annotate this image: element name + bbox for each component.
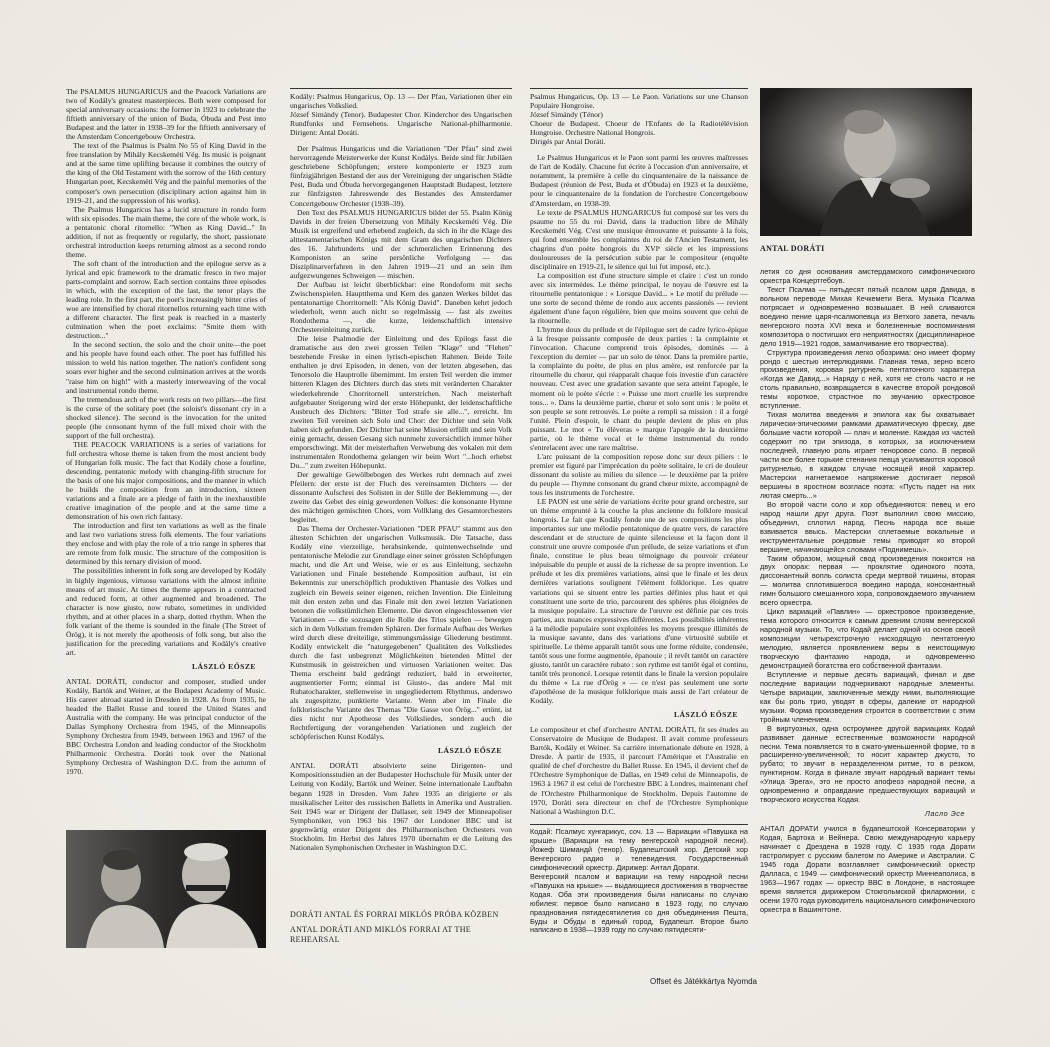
french-paragraph: Le Psalmus Hungaricus et le Paon sont parmi les œuvres maîtresses de l'art de Kodály. Chacune fut écrite à l'occasion d'un anniversaire, et notamment, la première à celle du cinquantenaire de la naissance de Budapest (réunion de Pest, Buda et d'Óbuda) en 1923 et la deuxième, pour le cinquantenaire de la fondation de l'orchestre Concertgebouw d'Amsterdam, en 1938-39.: [530, 153, 748, 208]
german-top-rule: [290, 88, 512, 89]
english-notes-column: [66, 87, 266, 802]
english-paragraph: The PSALMUS HUNGARICUS and the Peacock Variations are two of Kodály's greatest masterpieces. Both were composed for special anniversary occasions: the former in 1923 to celebrate the fiftieth anniversary of the union of Buda, Óbuda and Pest into Budapest and the latter in 1938–39 for the fiftieth anniversary of the Amsterdam Concertgebouw Orchestra.: [66, 87, 266, 142]
french-signature: LÁSZLÓ EŐSZE: [673, 710, 738, 720]
dorati-portrait-photo: [760, 88, 972, 236]
english-paragraph: The Psalmus Hungaricus has a lucid structure in rondo form with six episodes. The main theme, the core of the whole work, is a pentatonic choral ritornello: "When as King David..." In addition, if not as frequently or regularly, the short, passionate orchestral introduction keeps returning almost as a second rondo theme.: [66, 204, 266, 259]
russian-paragraph: Текст Псалма — пятьдесят пятый псалом царя Давида, в вольном переводе Михая Кечкемети Вега. Музыка Псалма потрясает и одновременно возвышает. В ней сливаются воедино пение царя-псалмопевца из Ветхого завета, печаль венгерского поэта XVI века и болезненные воспоминания композитора о постигших его неприятностях (дисциплинарное дело 1919—1921 годов, замалчивание его творчества).: [760, 284, 975, 348]
german-paragraph: Der Psalmus Hungaricus und die Variationen "Der Pfau" sind zwei hervorragende Meisterwerke der Kunst Kodálys. Beide sind für Jubiläen geschriebene Schöpfungen; erstere komponierte er 1923 zum fünfzigjährigen Bestand der aus der Vereinigung der ungarischen Städte Pest, Buda und Óbuda hervorgegangenen Hauptstadt Budapest, letztere zur fünfzigsten Jahreswende des Bestandes des Amsterdamer Concertgebouw Orchester (1938–39).: [290, 144, 512, 208]
german-paragraph: Das Thema der Orchester-Variationen "DER PFAU" stammt aus den ältesten Schichten der ungarischen Volksmusik. Die Tatsache, dass Kodály eine vierzeilige, herabsinkende, quintenwechselnde und pentatonische Melodie zur Grundlage einer seiner grössten Schöpfungen macht, und die Art und Weise, wie er es aus Einleitung, sechzehn Variationen und Finale bestehende Komposition aufbaut, ist ein Bekenntnis zur unerschöpflich produktiven Phantasie des Volkes und zugleich ein Beweis seiner eigenen, reichen Invention. Die Einleitung mit den ersten zehn und das Finale mit den zwei letzten Variationen betonen die volkstümlichen Elemente. Die davon eingeschlossenen vier Variationen — die sozusagen die Rolle des Trios spielen — bewegen sich in dem Volkstum fremden Sphären. Der formale Aufbau des Werkes wird durch diese dreiteilige, stimmungsmässige Gliederung bestimmt. Kodály entwickelt die "naturgegebenen" Qualitäten des Volksliedes durch die fast unbegrenzt Möglichkeiten bietenden Mittel der Kunstmusik in geistreichen und virtuosen Variationen weiter. Das Thema erscheint bald gedrängt reduziert, bald in erweiterter, augmentierter Form; einmal ist Giusto-, das andere Mal mit Rubatocharakter, stellenweise in ungegliedertem Rhythmus, anderswo als zugespitzte, punktierte Variante. Wenn aber im Finale die folkloristische Variante des Themas "Die Gasse von Örög..." ertönt, ist dies nicht nur Apotheose des Volksliedes, sondern auch die Rechtfertigung der vorangehenden Variationen und zugleich der schöpferischen Kunst Kodálys.: [290, 524, 512, 742]
russian-credit-paragraph: Кодай: Псалмус хунгарикус, соч. 13 — Вариации «Павушка на крыше» (Вариации на тему венгерской народной песни). Йожеф Шимандй (тенор). Будапештский хор. Детский хор Венгерского радио и телевидения. Государственный симфонический оркестр. Дирижер: Антал Дорати.: [530, 827, 748, 872]
russian-paragraph: Таким образом, мощный свод произведения покоится на двух опорах: первая — проклятие одинокого поэта, диссонантный вопль солиста среди мертвой тишины, вторая — молитва сплотившегося воедино народа, консонантный гимн большого смешанного хора, сопровождаемого звучанием всего оркестра.: [760, 553, 975, 608]
german-paragraph: Der Aufbau ist leicht überblickbar: eine Rondoform mit sechs Zwischenspielen. Hauptthema und Kern des ganzen Werkes bildet das pentatonartige Chorritornell: "Als König David". Daneben kehrt jedoch wiederholt, wenn auch nicht so regelmässig — fast als zweites Rondothema —, die kurze, leidenschaftlich intensive Orchestereinleitung zurück.: [290, 279, 512, 335]
russian-credits-column: [530, 828, 748, 943]
russian-conductor-bio: АНТАЛ ДОРАТИ учился в будапештской Консерватории у Кодая, Бартока и Вейнера. Свою международную карьеру начинает с Дрездена в 1928 году. С 1935 года Дорати гастролирует с русским балетом по Америке и Австралии. С 1945 года Дорати возглавляет симфонический оркестр Далласа, с 1949 — симфонический оркестр Миннеаполиса, в 1963—1967 годах — оркестр ВВС в Лондоне, в настоящее время является дирижером Стокгольмской филармонии, с осени 1970 года руководитель национального симфонического оркестра в Вашингтоне.: [760, 824, 975, 914]
english-signature: LÁSZLÓ EŐSZE: [191, 661, 256, 671]
russian-paragraph: Вступление и первые десять вариаций, финал и две последние вариации подчеркивают народные элементы. Четыре вариации, заключенные между ними, выполняющие как бы роль трио, уводят в сферы, далекие от народной музыки. Форма произведения строится в соответствии с этим тройным членением.: [760, 669, 975, 724]
french-credit-line: Choeur de Budapest. Choeur de l'Enfants de la Radiotélévision Hongroise. Orchestre National Hongrois.: [530, 119, 748, 138]
russian-paragraph: летия со дня основания амстердамского симфонического оркестра Концертгебоув.: [760, 267, 975, 285]
french-paragraph: Le texte de PSALMUS HUNGARICUS fut composé sur les vers du psaume no 55 du roi David, dans la traduction libre de Mihály Kecskeméti Vég. C'est une musique émouvante et puissante à la fois, qui fond ensemble les complaintes du roi de l'Ancien Testament, les chagrins d'un poète hongrois du XVIᵉ siècle et les impressions douloureuses de la persécution subie par le compositeur (enquête disciplinaire en 1919-21, le silence qui lui fut imposé, etc.).: [530, 207, 748, 271]
german-paragraph: Den Text des PSALMUS HUNGARICUS bildet der 55. Psalm König Davids in der freien Übersetzung von Mihály Kecskeméti Vég. Die Musik ist ergreifend und erhebend zugleich, da sich in ihr die Klage des alttestamentarischen Königs mit dem Gram des ungarischen Dichters des 16. Jahrhunderts und der schmerzlichen Erinnerung des Komponisten an seine persönliche Verfolgung — das Disziplinarverfahren in den Jahren 1919—21 und an sein ihm aufgezwungenes Schweigen — mischen.: [290, 207, 512, 280]
french-credit-line: Dirigés par Antal Doráti.: [530, 137, 606, 147]
english-paragraph: The possibilities inherent in folk song are developed by Kodály in highly ingenious, virtuoso variations with the almost infinite means of art music. At times the theme appears in a contracted and reduced form, at other augmented and broadened. The character is now giusto, now rubato, sometimes in undivided rhythm, and at other places in a sharp, dotted rhythm. When the folk variant of the theme is sounded in the finale (The Street of Örög), it is not merely the apotheosis of folk song, but also the justification for the preceding variations and Kodály's creative art.: [66, 566, 266, 657]
portrait-caption: ANTAL DORÁTI: [760, 244, 825, 253]
german-credits: [290, 92, 512, 137]
russian-credit-paragraph: Венгерский псалом и вариации на тему народной песни «Павушка на крыше» — выдающиеся достижения в творчестве Кодая. Оба эти произведения были написаны по случаю юбилея: первое было написано в 1923 году, по случаю празднования пятидесятилетия со дня объединения Пешта, Буды и Обуды в единый город, Будапешт. Второе было написано в 1938—1939 году по случаю пятидесяти-: [530, 871, 748, 935]
french-notes-column: [530, 92, 748, 852]
french-credit-line: Psalmus Hungaricus, Op. 13 — Le Paon. Variations sur une Chanson Populaire Hongroise.: [530, 92, 748, 111]
russian-paragraph: Во второй части соло и хор объединяются: певец и его народ нашли друг друга. Поэт выполнил свою миссию, объединил, сплотил народ. Песнь народа все выше взвивается ввысь. Мастерски сплетаемые вокальные и инструментальные рондовые темы приводят ко второй вершине, начинающейся словами «Поднимешь».: [760, 499, 975, 554]
english-paragraph: The tremendous arch of the work rests on two pillars—the first is the curse of the solitary poet (the soloist's dissonant cry in a shocked silence). The second is the invocation for the united people (the consonant hymn of the full mixed choir with the support of the full orchestra).: [66, 394, 266, 440]
rehearsal-caption-english: ANTAL DORÁTI AND MIKLÓS FORRAI AT THE REHEARSAL: [290, 925, 471, 944]
german-credit-line: Kodály: Psalmus Hungaricus, Op. 13 — Der Pfau, Variationen über ein ungarisches Volkslied.: [290, 92, 512, 111]
english-paragraph: The introduction and first ten variations as well as the finale and last two variations stress folk elements. The four variations they enclose and with play the role of a trio range in spheres that are remote from folk music. The structure of the composition is determined by this ternary division of mood.: [66, 521, 266, 567]
german-credit-line: József Simándy (Tenor). Budapester Chor. Kinderchor des Ungarischen Rundfunks und Fernsehens. Ungarische National-philharmonie. Dirigent: Antal Doráti.: [290, 110, 512, 138]
russian-notes-column: [760, 268, 975, 958]
german-paragraph: Die leise Psalmodie der Einleitung und des Epilogs fasst die dramatische aus den zwei grossen Teilen "Klage" und "Flehen" bestehende Freske in einen lyrisch-epischen Rahmen. Beide Teile enthalten je drei Episoden, in denen, von der letzten abgesehen, das Tenorsolo die Hauptrolle übernimmt. Im ersten Teil werden die immer bitteren Klagen des Dichters durch das stets mit veränderten Charakter wiederkehrende Chorritornell unterstrichen. Nach meisterhaft aufgebauter Steigerung wird der erste Höhepunkt, der leidenschaftliche Ausbruch des Dichters: "Bitter Tod strafe sie alle...", erreicht. Im zweiten Teil vereinen sich Solo und Chor: der Dichter und sein Volk haben sich gefunden. Der Dichter hat seine Mission erfüllt und sein Volk einig gemacht, dessen Gesang sich nunmehr zuversichtlich immer höher emporschwingt. Mit der meisterhaften Verwebung des vokalen mit dem instrumentalen Rondothema gelangen wir beim Wort "...hoch erhebst Du..." zum zweiten Höhepunkt.: [290, 334, 512, 470]
english-paragraph: The text of the Psalmus is Psalm No 55 of King David in the free translation by Mihály Kecskeméti Vég. Its music is poignant and at the same time uplifting because it combines the outcry of the king of the Old Testament with the sorrow of the 16th century Hungarian poet, Kecskeméti Vég and the painful memories of the composer's own persecution (disciplinary action against him in 1919–21, and the suppression of his works).: [66, 141, 266, 205]
printer-credit: Offset és Játékkártya Nyomda: [650, 977, 758, 986]
french-paragraph: LE PAON est une série de variations écrite pour grand orchestre, sur un thème emprunté à la couche la plus ancienne du folklore musical hongrois. Le fait que Kodály fonde une de ses compositions les plus importantes sur une mélodie pentatonique de quatre vers, de caractère descendant et de structure de quinte silencieuse et la façon dont il construit une œuvre composée d'un prélude, de seize variations et d'un finale, constitue le plus beau témoignage du pouvoir créateur inépuisable du peuple et aussi de la richesse de sa propre invention. Le prélude et les dix premières variations, ainsi que le finale et les deux dernières variations soulignent l'élément folklorique. Les quatre variations qui se situent entre les parties définies plus haut et qui constituent une sorte de trio, parcourent des sphères plus éloignées de la musique populaire. La structure de l'œuvre est définie par ces trois parties, aux nuances expressives différentes. Les possibilités inhérentes à la mélodie populaire sont exploitées les moyens presque illimités de la musique savante, dans des variations d'une virtuosité subtile et spirituelle. Le thème apparaît tantôt sous une forme réduite, condensée, tantôt sous une forme augmentée, épanouie ; il revêt tantôt un caractère giusto, tantôt un caractère rubato : son rythme est tantôt égal et continu, tantôt très prononcé. Lorsque retentit dans le finale la version populaire du thème « La rue d'Örög » — ce n'est pas seulement une sorte d'apothéose de la musique folklorique mais aussi de l'art créateur de Kodály.: [530, 497, 748, 706]
english-paragraph: The soft chant of the introduction and the epilogue serve as a lyrical and epic framework to the dramatic fresco in two major parts-complaint and sorrow. Each section contains three episodes in which, with the exception of the last, the tenor plays the leading role. In the first part, the poet's increasingly bitter cries of woe are intensified by choral ritornellos returning each time with a different character. The first peak is reached in a masterly culmination when the poet exclaims: "Smite them with destruction...": [66, 258, 266, 341]
german-notes-column: [290, 92, 512, 852]
french-conductor-bio: Le compositeur et chef d'orchestre ANTAL DORÁTI, fit ses études au Conservatoire de Musique de Budapest. Il avait comme professeurs Bartók, Kodály et Weiner. Sa carrière internationale débute en 1928, à Dresde. À partir de 1935, il parcourt l'Amérique et l'Australie en qualité de chef d'orchestre du Ballet Russe. En 1945, il devient chef de l'Orchestre Symphonique de Dallas, en 1949 celui de Minneapolis, de 1963 à 1967 il est celui de l'orchestre BBC à Londres, maintenant chef de l'Orchestre Philharmonique de Stockholm. Depuis l'automne de 1970, Doráti sera directeur en chef de l'Orchestre Symphonique National à Washington D.C.: [530, 725, 748, 816]
english-conductor-bio: ANTAL DORÁTI, conductor and composer, studied under Kodály, Bartók and Weiner, at the Budapest Academy of Music. His career abroad started in Dresden in 1928. As from 1935, he headed the Ballet Russe and toured the United States and Australia with the company. He was principal conductor of the Dallas Symphony Orchestra from 1945, of the Minneapolis Symphony Orchestra from 1949, between 1963 and 1967 of the BBC Orchestra London and leading conductor of the Stockholm Philharmonic Orchestra. Doráti took over the National Symphony Orchestra of Washington D.C. from the autumn of 1970.: [66, 677, 266, 777]
rehearsal-caption-hungarian: DORÁTI ANTAL ÉS FORRAI MIKLÓS PRÓBA KÖZBEN: [290, 910, 499, 919]
german-conductor-bio: ANTAL DORÁTI absolvierte seine Dirigenten- und Kompositionsstudien an der Budapester Hochschule für Musik unter der Leitung von Kodály, Bartók und Weiner. Seine internationale Laufbahn begann 1928 in Dresden. Vom Jahre 1935 an dirigierte er als musikalischer Leiter des russischen Balletts in Amerika und Australien. Seit 1945 war er Dirigent der Dallaser, seit 1949 der Minneapoliser Symphoniker, von 1963 bis 1967 der Londoner BBC und ist gegenwärtig erster Dirigent des Philharmonischen Orchesters von Stockholm. Im Herbst des Jahres 1970 übernahm er die Leitung des Nationalen Symphonischen Orchester in Washington D.C.: [290, 761, 512, 852]
russian-credits-rule: [530, 824, 748, 825]
english-notes-text: [66, 87, 266, 657]
russian-notes-text: [760, 268, 975, 805]
french-notes-text: [530, 153, 748, 705]
german-paragraph: Der gewaltige Gewölbebogen des Werkes ruht demnach auf zwei Pfeilern: der erste ist der Fluch des vereinsamten Dichters — der dissonante Aufschrei des Solisten in der Stille der Beklemmung —, der zweite das Gebet des einig gewordenen Volkes: die konsonante Hymne des mächtigen gemischten Chors, vom Vollklang des Gesamtorchesters begleitet.: [290, 469, 512, 525]
russian-paragraph: Цикл вариаций «Павлин» — оркестровое произведение, тема которого относится к самым древним слоям венгерской народной музыки. То, что Кодай делает одной из основ своей композиции четырехстрочную нисходящую пентатонную мелодию, является проявлением веры в неистощимую творческую фантазию народа, и одновременно демонстрацией богатства его собственной фантазии.: [760, 607, 975, 670]
french-paragraph: La composition est d'une structure simple et claire : c'est un rondo avec six intermèdes. Le thème principal, le noyau de l'œuvre est la ritournelle pentatonique : « Lorsque David... » Le motif du prélude — une sorte de second thème de rondo aux accents passionés — revient également d'une façon régulière, bien que moins souvent que celui de la ritournelle.: [530, 270, 748, 326]
french-credits: [530, 92, 748, 146]
russian-paragraph: Тихая молитва введения и эпилога как бы охватывает лирически-эпическими рамками драматическую фреску, две большие части которой — плач и моление. Каждая из частей содержит по три эпизода, в которых, за исключением последней, главную роль играет теноровое соло. В первой части все более горькие стенания певца усиливаются хоровой ритурнелью, в каждом случае носящей иной характер. Мастерски нагнетаемое напряжение достигает первой вершины в яростном возгласе поэта: «Пусть падет на них лютая смерть...»: [760, 410, 975, 500]
french-paragraph: L'hymne doux du prélude et de l'épilogue sert de cadre lyrico-épique à la fresque puissante composée de deux parties : la complainte et l'invocation. Chacune comprend trois épisodes, dominés — à l'exception du dernier — par un solo de ténor. Dans la première partie, la complainte du poète, de plus en plus amère, est renforcée par la ritournelle du chœur, qui réapparaît chaque fois investie d'un caractère nouveau. C'est avec une gradation savante que sera atteint l'apogée, le moment où le poète s'écrie : « Puisse une mort cruelle les surprendre tous... ». Dans la deuxième partie, chœur et solo sont unis : le poète et son peuple se sont retrouvés. Le poète a rempli sa mission : il a forgé l'unité. Plein d'espoir, le chant du peuple devient de plus en plus puissant. Le mot « Tu élèveras » marque l'apogée de la deuxième partie, où le thème vocal et le thème instrumental du rondo s'entrelacent avec une rare maîtrise.: [530, 325, 748, 452]
english-paragraph: THE PEACOCK VARIATIONS is a series of variations for full orchestra whose theme is taken from the most ancient body of Hungarian folk music. The fact that Kodály chose a fourline, descending, pentatonic melody with changing-fifth structure for the basis of one his major compositions, and the manner in which he builds the composition from an introduction, sixteen variations and a finale are a pledge of faith in the inexhaustible creative imagination of the people and at the same time a demonstration of his own rich fantasy.: [66, 439, 266, 522]
french-top-rule: [530, 88, 748, 89]
russian-signature: Ласло Эсе: [924, 809, 965, 819]
german-signature: LÁSZLÓ EŐSZE: [437, 746, 502, 756]
rehearsal-photo: [66, 830, 266, 948]
french-paragraph: L'arc puissant de la composition repose donc sur deux piliers : le premier est figuré par l'imprécation du poète solitaire, le cri de douleur dissonant du soliste au milieu du silence — le deuxième par la prière du peuple — l'hymne consonant du grand chœur mixte, accompagné de tous les instruments de l'orchestre.: [530, 451, 748, 498]
german-notes-text: [290, 144, 512, 741]
russian-paragraph: Структура произведения легко обозрима: оно имеет форму рондо с шестью интерлюдиями. Главная тема, зерно всего произведения, хоровая ритурнель пентатонного характера «Когда же Давид...» Наряду с ней, хотя не столь часто и не столь правильно, возвращается в качестве второй рондовой темы короткое, страстное по звучанию оркестровое вступление.: [760, 347, 975, 411]
russian-paragraph: В виртуозных, одна остроумнее другой вариациях Кодай развивает данные естественные возможности народной песни. Тема появляется то в сжато-уменьшенной форме, то в расширенно-увеличенной; то носит характер джусто, то рубато; то звучит в неразделенном ритме, то в резком, пунктирном. Когда в финале звучит народный вариант темы «Улица Эрега», это не просто апофеоз народной песни, а одновременно и оправдание предшествующих вариаций и творческого искусства Кодая.: [760, 723, 975, 805]
french-credit-line: József Simándy (Ténor): [530, 110, 603, 120]
english-paragraph: In the second section, the solo and the choir unite—the poet and his people have found each other. The poet has fulfilled his mission to weld his nation together. The nation's confident song soars ever higher and the second culmination arrives at the words "raise him on high!" with a masterly interweaving of the vocal and instrumental rondo theme.: [66, 340, 266, 395]
